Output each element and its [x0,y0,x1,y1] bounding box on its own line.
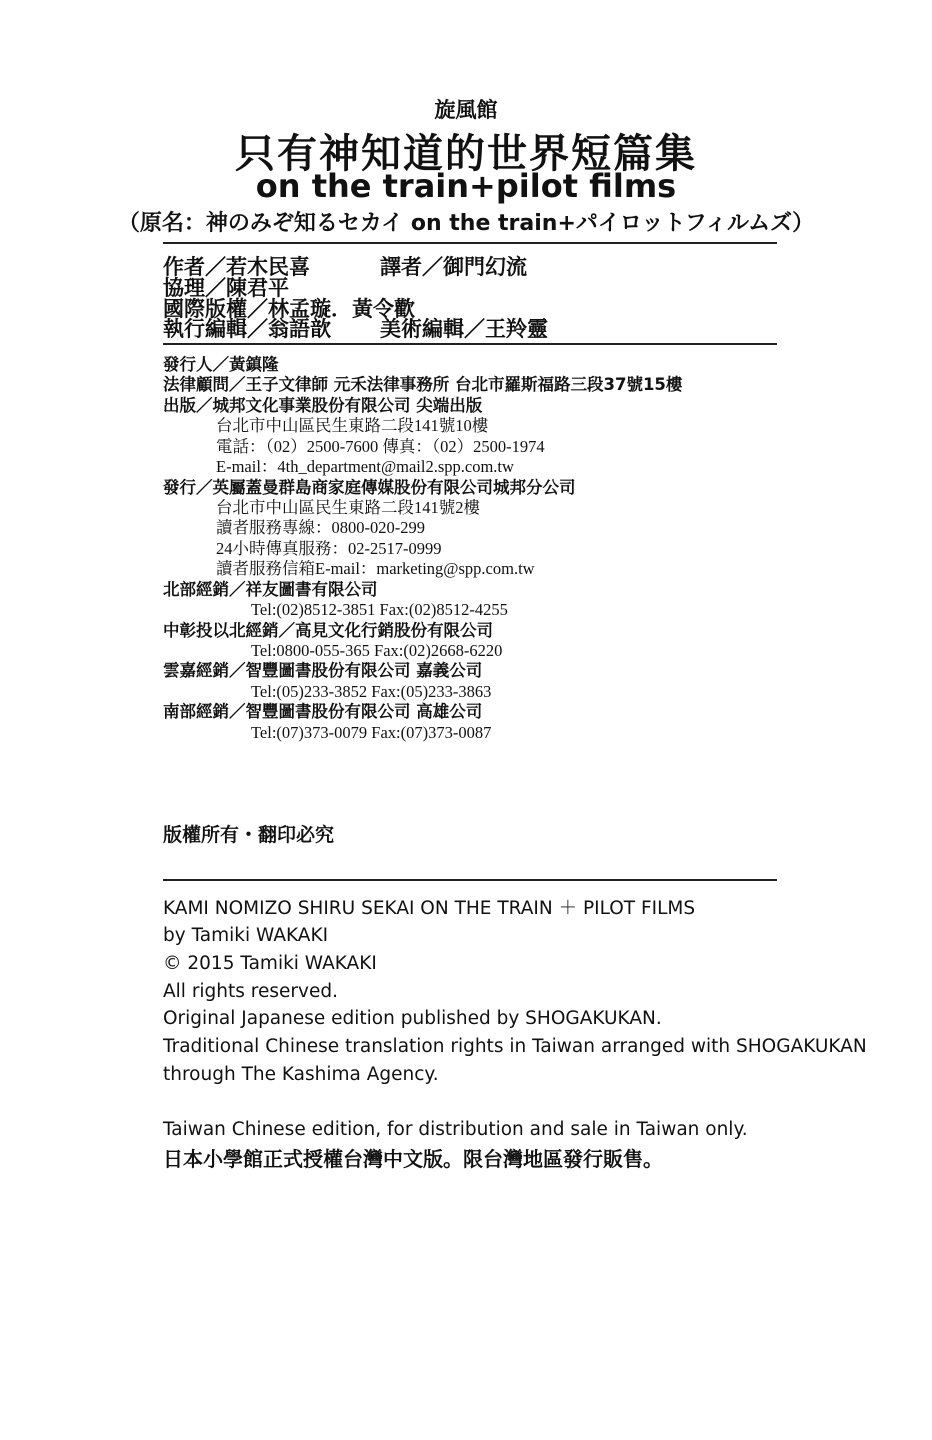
imprint-issuer: 發行人／黃鎮隆 [163,355,279,374]
imprint-distributor-address: 台北市中山區民生東路二段141號2樓 [216,498,480,517]
imprint-south-dealer: 南部經銷／智豐圖書股份有限公司 高雄公司 [163,702,483,721]
imprint-service-email: 讀者服務信箱E-mail：marketing@spp.com.tw [216,559,535,578]
credit-rights: 國際版權／林孟璇．黃令歡 [163,297,415,321]
imprint-central-dealer: 中彰投以北經銷／高見文化行銷股份有限公司 [163,621,493,640]
imprint-publisher: 出版／城邦文化事業股份有限公司 尖端出版 [163,396,483,415]
imprint-yunjia-dealer: 雲嘉經銷／智豐圖書股份有限公司 嘉義公司 [163,661,483,680]
imprint-south-tel: Tel:(07)373-0079 Fax:(07)373-0087 [251,723,492,742]
english-translation-rights: Traditional Chinese translation rights in Taiwan arranged with SHOGAKUKAN [163,1036,867,1057]
divider-english [163,879,777,881]
english-distribution: Taiwan Chinese edition, for distribution and sale in Taiwan only. [163,1119,748,1140]
english-rights-reserved: All rights reserved. [163,981,338,1002]
title-english: on the train+pilot films [255,167,677,205]
english-title: KAMI NOMIZO SHIRU SEKAI ON THE TRAIN ＋ PILOT FILMS [163,898,696,919]
imprint-service-line: 讀者服務專線：0800-020-299 [216,518,425,537]
imprint-legal: 法律顧問／王子文律師 元禾法律事務所 台北市羅斯福路三段37號15樓 [163,375,683,394]
imprint-publisher-email: E-mail：4th_department@mail2.spp.com.tw [216,457,514,476]
imprint-publisher-address: 台北市中山區民生東路二段141號10樓 [216,416,489,435]
imprint-yunjia-tel: Tel:(05)233-3852 Fax:(05)233-3863 [251,682,492,701]
imprint-central-tel: Tel:0800-055-365 Fax:(02)2668-6220 [251,641,503,660]
original-title: （原名：神のみぞ知るセカイ on the train+パイロットフィルムズ） [117,211,815,236]
imprint-fax-24h: 24小時傳真服務：02-2517-0999 [216,539,442,558]
credit-translator: 譯者／御門幻流 [380,255,527,279]
divider-credits [163,343,777,345]
title-chinese: 只有神知道的世界短篇集 [235,131,697,177]
credit-assist: 協理／陳君平 [163,276,289,300]
license-notice-zh: 日本小學館正式授權台灣中文版。限台灣地區發行販售。 [163,1147,663,1171]
imprint-north-dealer: 北部經銷／祥友圖書有限公司 [163,580,378,599]
credit-art-editor: 美術編輯／王羚靈 [380,317,548,341]
divider-top [163,242,777,244]
english-agency: through The Kashima Agency. [163,1064,439,1085]
english-author: by Tamiki WAKAKI [163,925,329,946]
publisher-name: 旋風館 [434,98,498,122]
credit-editor: 執行編輯／翁語歆 [163,317,331,341]
copyright-notice-zh: 版權所有・翻印必究 [163,824,335,846]
imprint-north-tel: Tel:(02)8512-3851 Fax:(02)8512-4255 [251,600,508,619]
imprint-distributor: 發行／英屬蓋曼群島商家庭傳媒股份有限公司城邦分公司 [163,478,576,497]
english-original-edition: Original Japanese edition published by SHOGAKUKAN. [163,1008,662,1029]
imprint-publisher-phone: 電話：（02）2500-7600 傳真：（02）2500-1974 [216,437,545,456]
credit-author: 作者／若木民喜 [163,255,310,279]
english-copyright: © 2015 Tamiki WAKAKI [163,953,377,974]
